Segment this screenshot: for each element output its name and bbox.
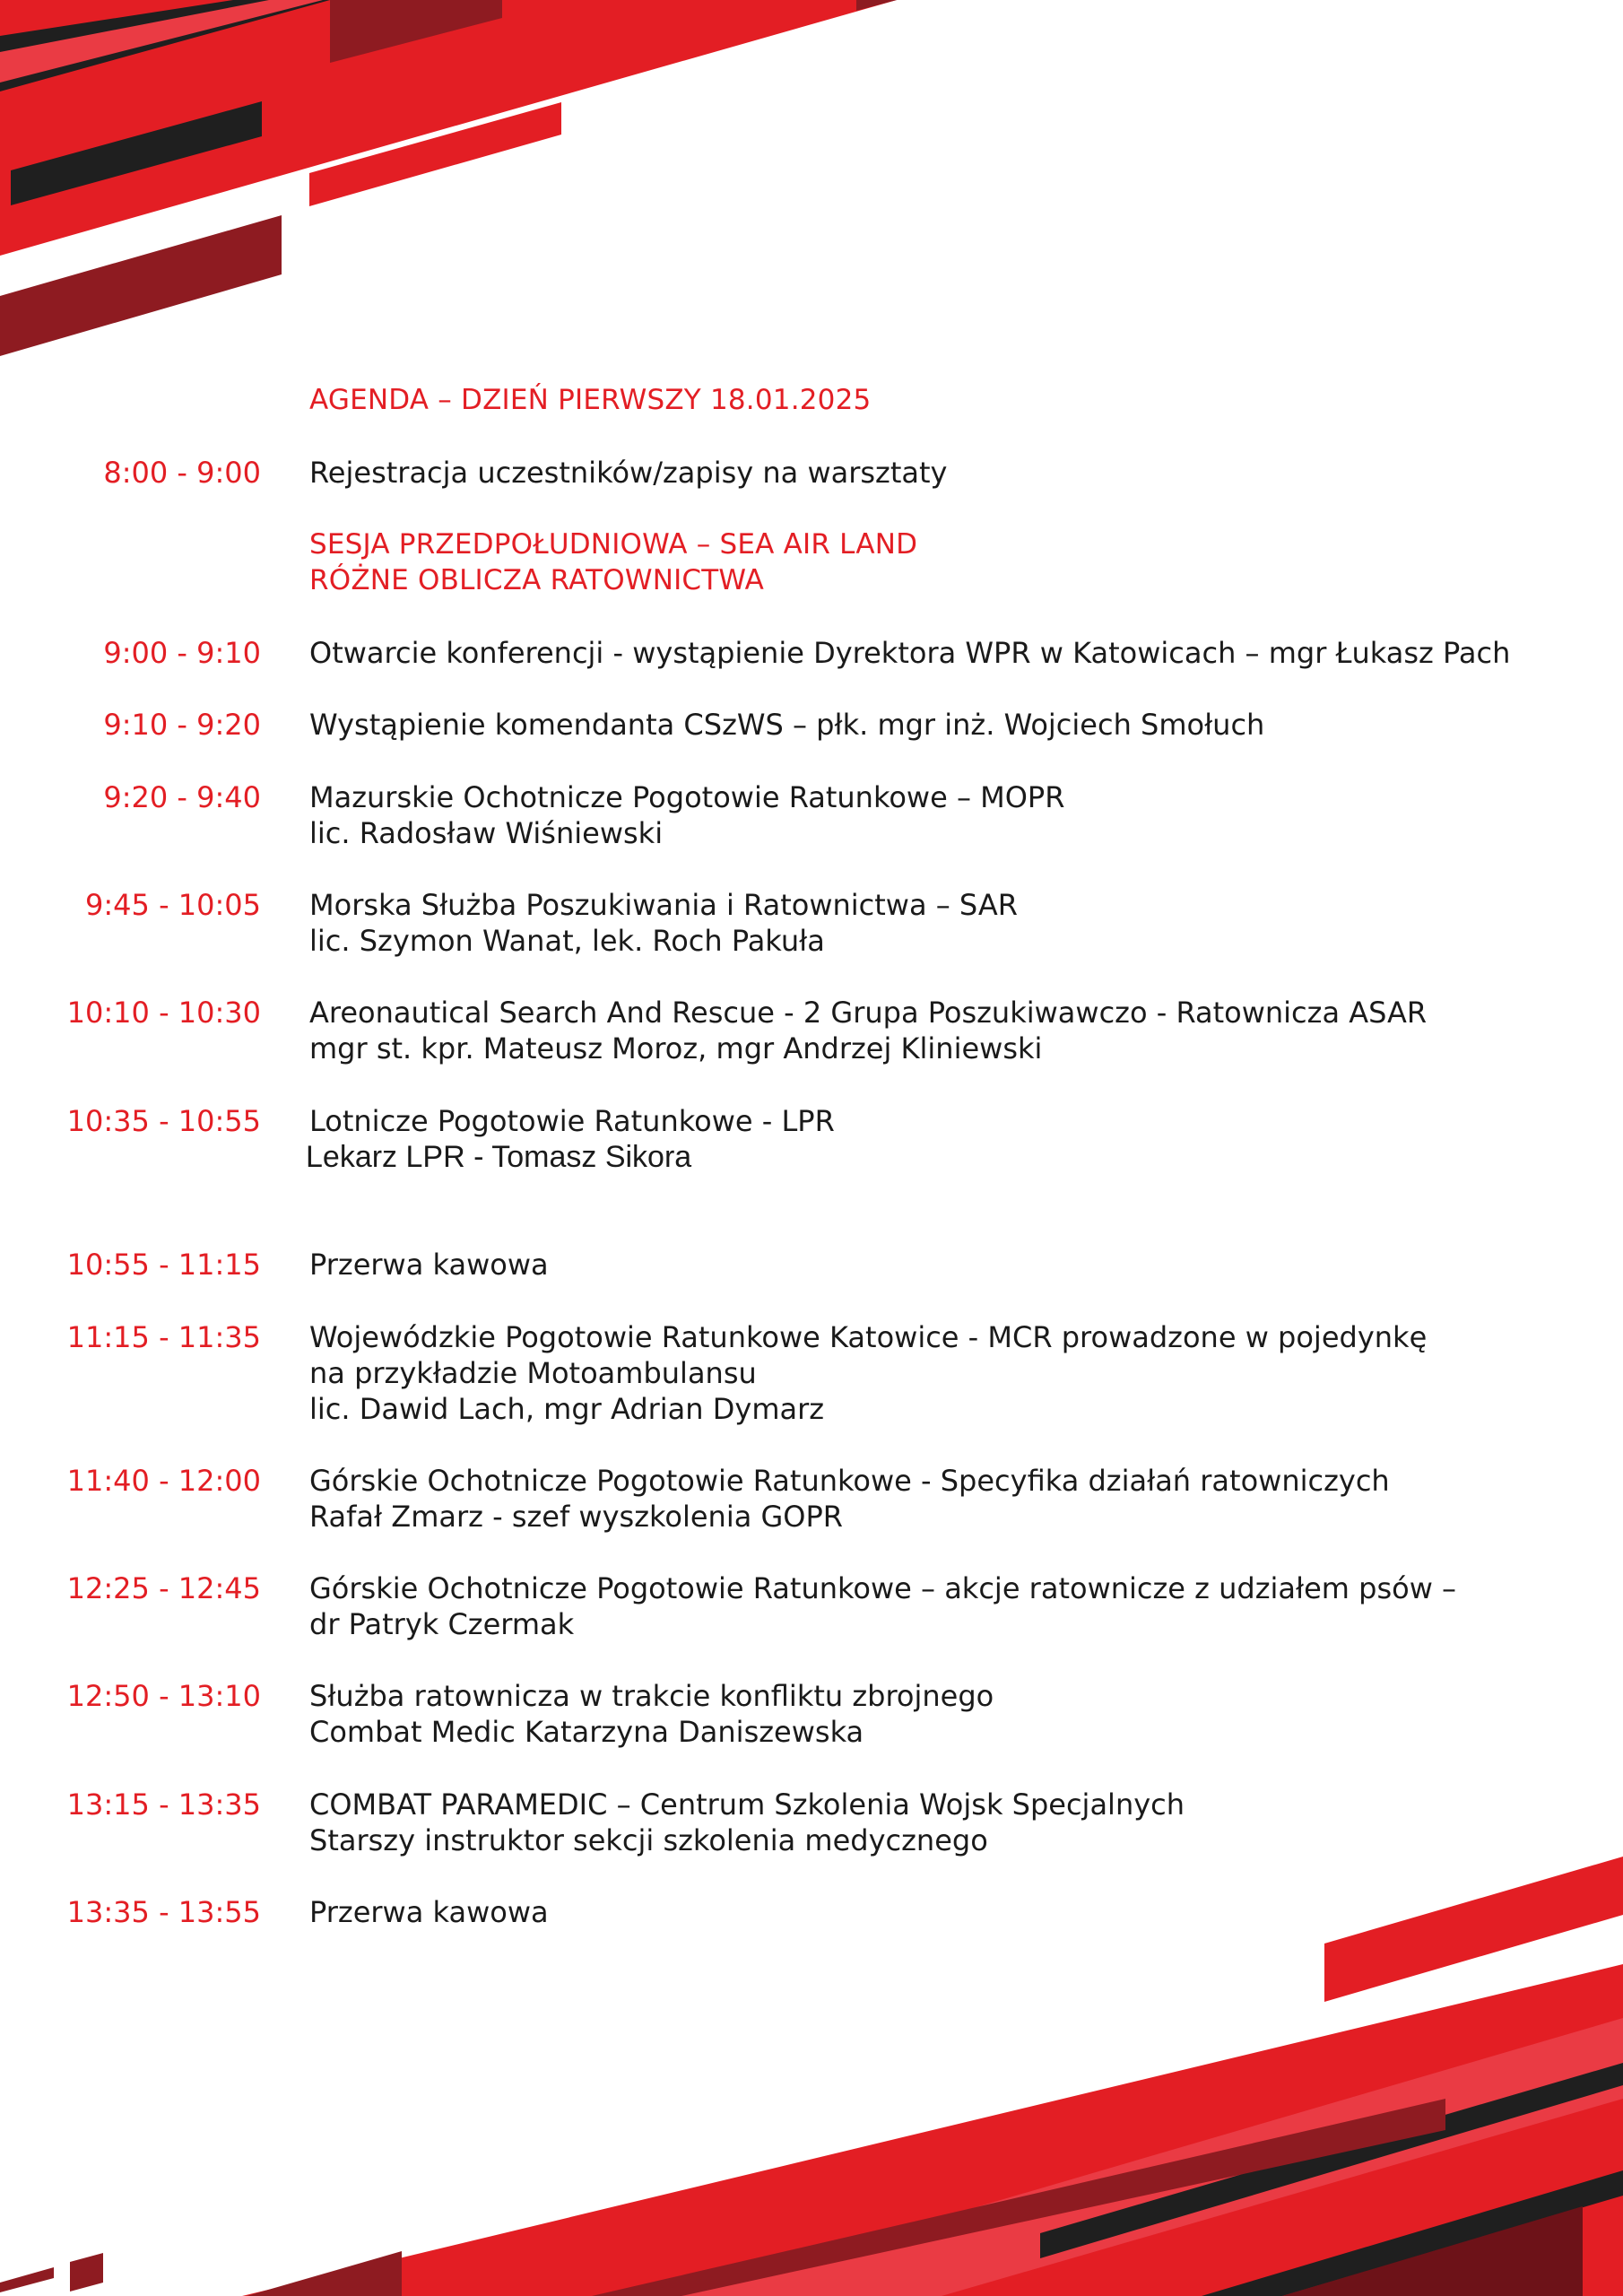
item-description xyxy=(309,995,1427,1066)
time-slot: 13:35 - 13:55 xyxy=(66,1895,261,1929)
item-line: lic. Radosław Wiśniewski xyxy=(309,816,664,850)
time-slot: 10:55 - 11:15 xyxy=(66,1248,261,1282)
item-description xyxy=(309,1787,1185,1858)
item-line: Areonautical Search And Rescue - 2 Grupa Poszukiwawczo - Ratownicza ASAR xyxy=(309,996,1428,1030)
item-line: Morska Służba Poszukiwania i Ratownictwa – SAR xyxy=(309,888,1018,922)
item-description xyxy=(309,1463,1390,1535)
item-line: Combat Medic Katarzyna Daniszewska xyxy=(309,1715,864,1749)
item-line: Otwarcie konferencji - wystąpienie Dyrektora WPR w Katowicach – mgr Łukasz Pach xyxy=(309,636,1511,670)
item-description xyxy=(309,1247,549,1283)
time-slot: 9:20 - 9:40 xyxy=(103,780,261,814)
item-description xyxy=(309,1678,994,1750)
item-description xyxy=(309,707,1264,743)
item-line: dr Patryk Czermak xyxy=(309,1607,575,1641)
session-heading-line: SESJA PRZEDPOŁUDNIOWA – SEA AIR LAND xyxy=(309,528,918,561)
time-slot: 12:25 - 12:45 xyxy=(66,1571,261,1605)
item-description xyxy=(309,455,947,491)
item-line: Lekarz LPR - Tomasz Sikora xyxy=(306,1140,692,1174)
time-slot: 9:10 - 9:20 xyxy=(103,708,261,742)
time-slot: 11:15 - 11:35 xyxy=(66,1320,261,1354)
item-line: Wojewódzkie Pogotowie Ratunkowe Katowice - MCR prowadzone w pojedynkę xyxy=(309,1320,1428,1354)
item-description xyxy=(309,1570,1456,1642)
session-heading xyxy=(309,526,917,598)
item-line: Rejestracja uczestników/zapisy na warsztaty xyxy=(309,456,948,490)
item-line: COMBAT PARAMEDIC – Centrum Szkolenia Wojsk Specjalnych xyxy=(309,1787,1185,1822)
item-line: Mazurskie Ochotnicze Pogotowie Ratunkowe – MOPR xyxy=(309,780,1065,814)
time-slot: 9:45 - 10:05 xyxy=(85,888,261,922)
item-line: Rafał Zmarz - szef wyszkolenia GOPR xyxy=(309,1500,844,1534)
time-slot: 13:15 - 13:35 xyxy=(66,1787,261,1822)
item-description xyxy=(306,1103,835,1175)
time-slot: 10:35 - 10:55 xyxy=(66,1104,261,1138)
item-line: lic. Dawid Lach, mgr Adrian Dymarz xyxy=(309,1392,825,1426)
time-slot: 9:00 - 9:10 xyxy=(103,636,261,670)
item-description xyxy=(309,1319,1427,1427)
item-line: Wystąpienie komendanta CSzWS – płk. mgr inż. Wojciech Smołuch xyxy=(309,708,1265,742)
item-line: na przykładzie Motoambulansu xyxy=(309,1356,757,1390)
agenda-title: AGENDA – DZIEŃ PIERWSZY 18.01.2025 xyxy=(309,384,872,416)
item-description xyxy=(309,779,1064,851)
time-slot: 10:10 - 10:30 xyxy=(66,996,261,1030)
item-line: Przerwa kawowa xyxy=(309,1895,549,1929)
item-description xyxy=(309,1894,549,1930)
session-heading-line: RÓŻNE OBLICZA RATOWNICTWA xyxy=(309,564,764,596)
item-line: Przerwa kawowa xyxy=(309,1248,549,1282)
item-line: Lotnicze Pogotowie Ratunkowe - LPR xyxy=(309,1104,835,1138)
item-line: Górskie Ochotnicze Pogotowie Ratunkowe - Specyfika działań ratowniczych xyxy=(309,1464,1390,1498)
item-line: Starszy instruktor sekcji szkolenia medycznego xyxy=(309,1823,988,1857)
time-slot: 12:50 - 13:10 xyxy=(66,1679,261,1713)
item-description xyxy=(309,635,1510,671)
item-line: Służba ratownicza w trakcie konfliktu zbrojnego xyxy=(309,1679,994,1713)
item-description xyxy=(309,887,1018,959)
time-slot: 8:00 - 9:00 xyxy=(103,456,261,490)
item-line: mgr st. kpr. Mateusz Moroz, mgr Andrzej Kliniewski xyxy=(309,1031,1043,1065)
item-line: lic. Szymon Wanat, lek. Roch Pakuła xyxy=(309,924,825,958)
item-line: Górskie Ochotnicze Pogotowie Ratunkowe – akcje ratownicze z udziałem psów – xyxy=(309,1571,1457,1605)
time-slot: 11:40 - 12:00 xyxy=(66,1464,261,1498)
